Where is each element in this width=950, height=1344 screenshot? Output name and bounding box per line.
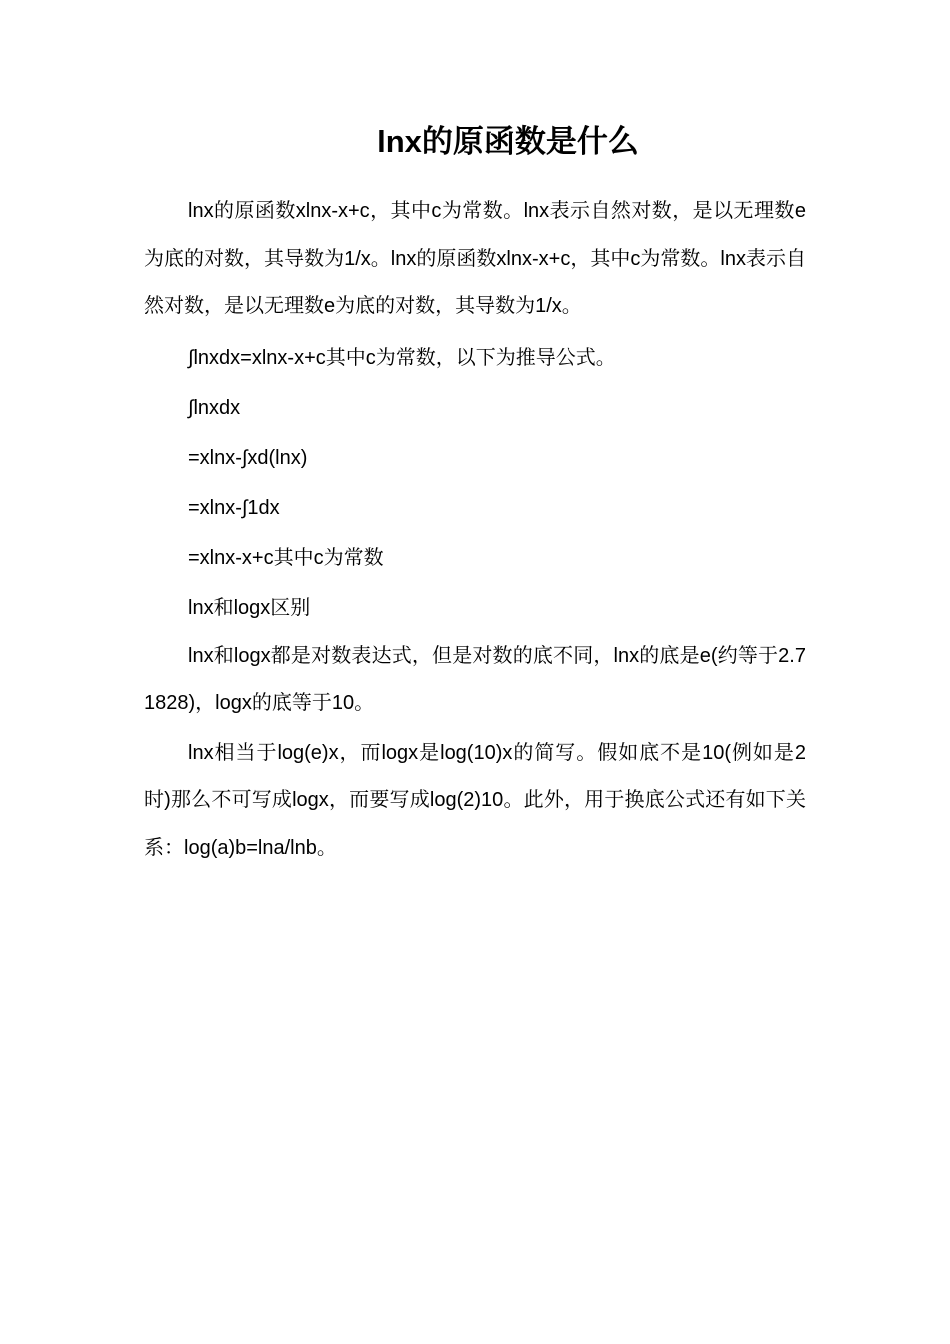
document-body bbox=[144, 188, 806, 874]
paragraph-difference: lnx和logx都是对数表达式，但是对数的底不同，lnx的底是e(约等于2.71828)，logx的底等于10。 bbox=[144, 644, 806, 714]
paragraph-integral-statement: ∫lnxdx=xlnx-x+c其中c为常数，以下为推导公式。 bbox=[188, 346, 616, 369]
paragraph-notation: lnx相当于log(e)x，而logx是log(10)x的简写。假如底不是10(例如是2时)那么不可写成logx，而要写成log(2)10。此外，用于换底公式还有如下关系：log(a)b=lna/lnb。 bbox=[144, 741, 806, 859]
paragraph-derivation-step-3: =xlnx-∫1dx bbox=[188, 496, 280, 519]
paragraph-section-heading: lnx和logx区别 bbox=[188, 596, 311, 619]
paragraph-derivation-step-2: =xlnx-∫xd(lnx) bbox=[188, 446, 308, 469]
paragraph-derivation-step-4: =xlnx-x+c其中c为常数 bbox=[188, 546, 384, 569]
document-title: lnx的原函数是什么 bbox=[377, 124, 639, 159]
paragraph-intro: lnx的原函数xlnx-x+c，其中c为常数。lnx表示自然对数，是以无理数e为底的对数，其导数为1/x。lnx的原函数xlnx-x+c，其中c为常数。lnx表示自然对数，是以无理数e为底的对数，其导数为1/x。 bbox=[144, 200, 806, 317]
paragraph-derivation-step-1: ∫lnxdx bbox=[188, 396, 241, 419]
